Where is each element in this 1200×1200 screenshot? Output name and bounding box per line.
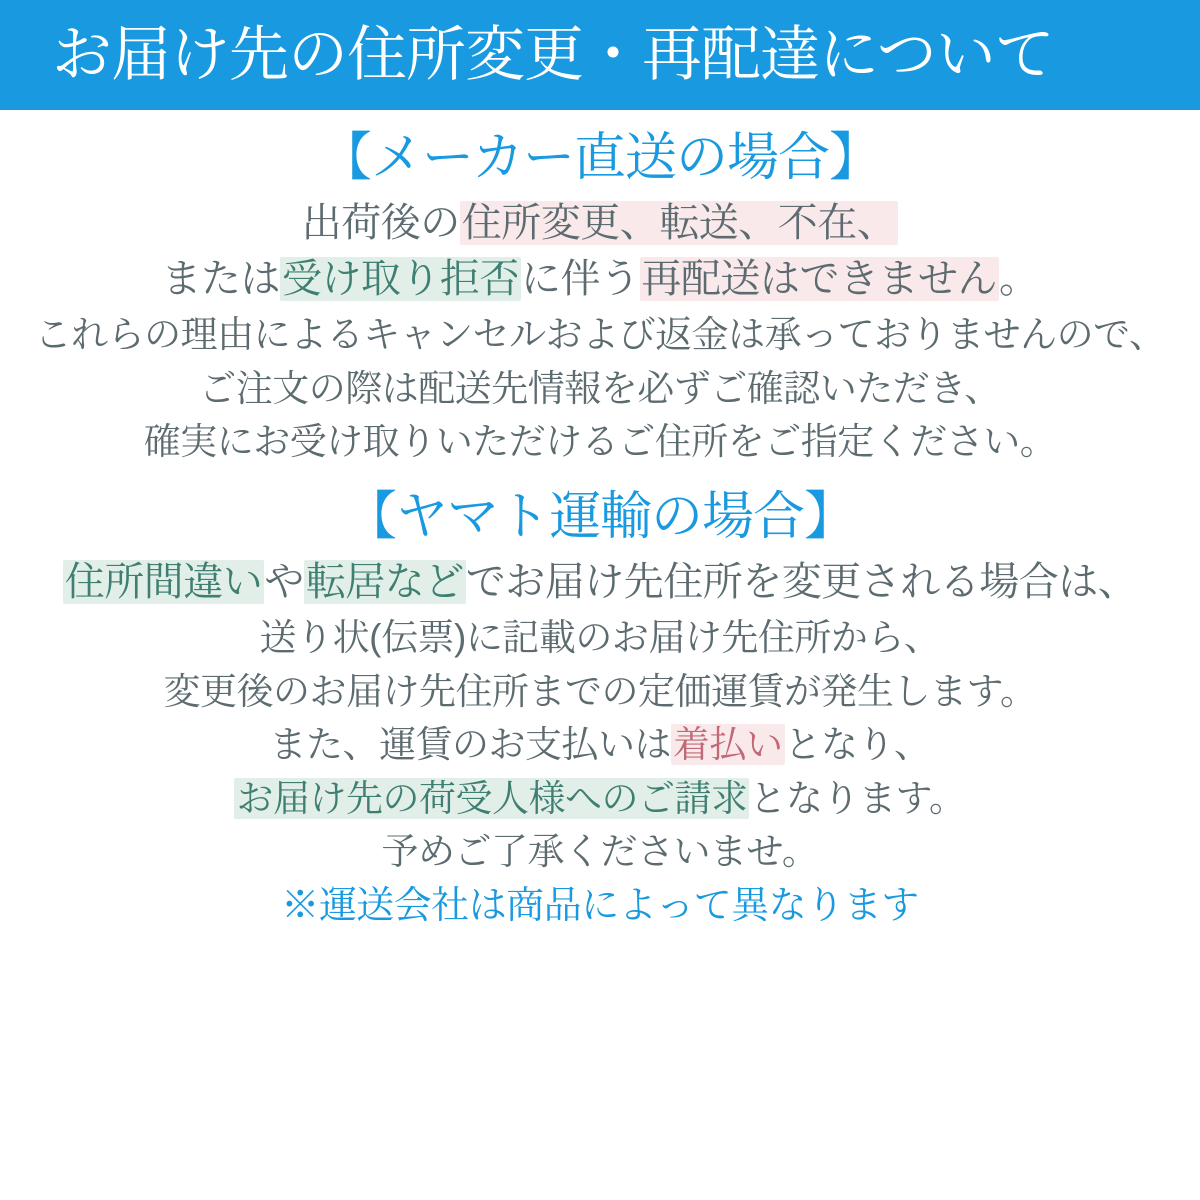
text-run: 。	[999, 257, 1039, 301]
text-run: これらの理由によるキャンセルおよび返金は承っておりませんので、	[34, 314, 1166, 355]
text-run: 変更後のお届け先住所までの定価運賃が発生します。	[163, 670, 1037, 712]
page-title: お届け先の住所変更・再配達について	[52, 21, 1054, 88]
text-run: 予めご了承くださいませ。	[381, 831, 819, 873]
text-run: や	[264, 559, 304, 604]
highlight-run: 着払い	[673, 724, 783, 766]
section-yamato	[0, 487, 1200, 934]
footnote: ※運送会社は商品によって異なります	[281, 885, 919, 928]
notice-line	[8, 250, 1192, 308]
notice-line	[8, 415, 1192, 469]
text-run: 確実にお受け取りいただけるご住所をご指定ください。	[143, 421, 1057, 463]
text-run: となります。	[749, 777, 966, 819]
text-run: に伴う	[521, 257, 640, 301]
section-maker-direct	[0, 129, 1200, 469]
notice-line	[8, 308, 1192, 362]
text-run: また、運賃のお支払いは	[269, 724, 671, 766]
highlight-run: お届け先の荷受人様へのご請求	[236, 777, 748, 819]
notice-body	[0, 110, 1200, 934]
section-heading: 【メーカー直送の場合】	[320, 129, 880, 187]
highlight-run: 住所間違い	[64, 559, 263, 604]
highlight-run: 受け取り拒否	[282, 257, 519, 301]
highlight-run: 転居など	[305, 559, 464, 604]
notice-line	[8, 553, 1192, 611]
notice-line	[8, 665, 1192, 719]
section-heading: 【ヤマト運輸の場合】	[344, 487, 855, 546]
notice-line	[8, 772, 1192, 826]
notice-line	[8, 825, 1192, 879]
notice-line	[8, 362, 1192, 416]
notice-line	[8, 611, 1192, 665]
highlight-run: 住所変更、転送、不在、	[461, 201, 897, 245]
text-run: ご注文の際は配送先情報を必ずご確認いただき、	[199, 367, 1001, 409]
notice-line	[8, 194, 1192, 252]
text-run: 出荷後の	[301, 201, 460, 245]
text-run: または	[161, 257, 280, 301]
page-header	[0, 0, 1200, 110]
text-run: 送り状(伝票)に記載のお届け先住所から、	[259, 616, 941, 658]
text-run: となり、	[784, 724, 931, 766]
text-run: でお届け先住所を変更される場合は、	[465, 559, 1138, 604]
highlight-run: 再配送はできません	[641, 257, 997, 301]
notice-line	[8, 718, 1192, 772]
